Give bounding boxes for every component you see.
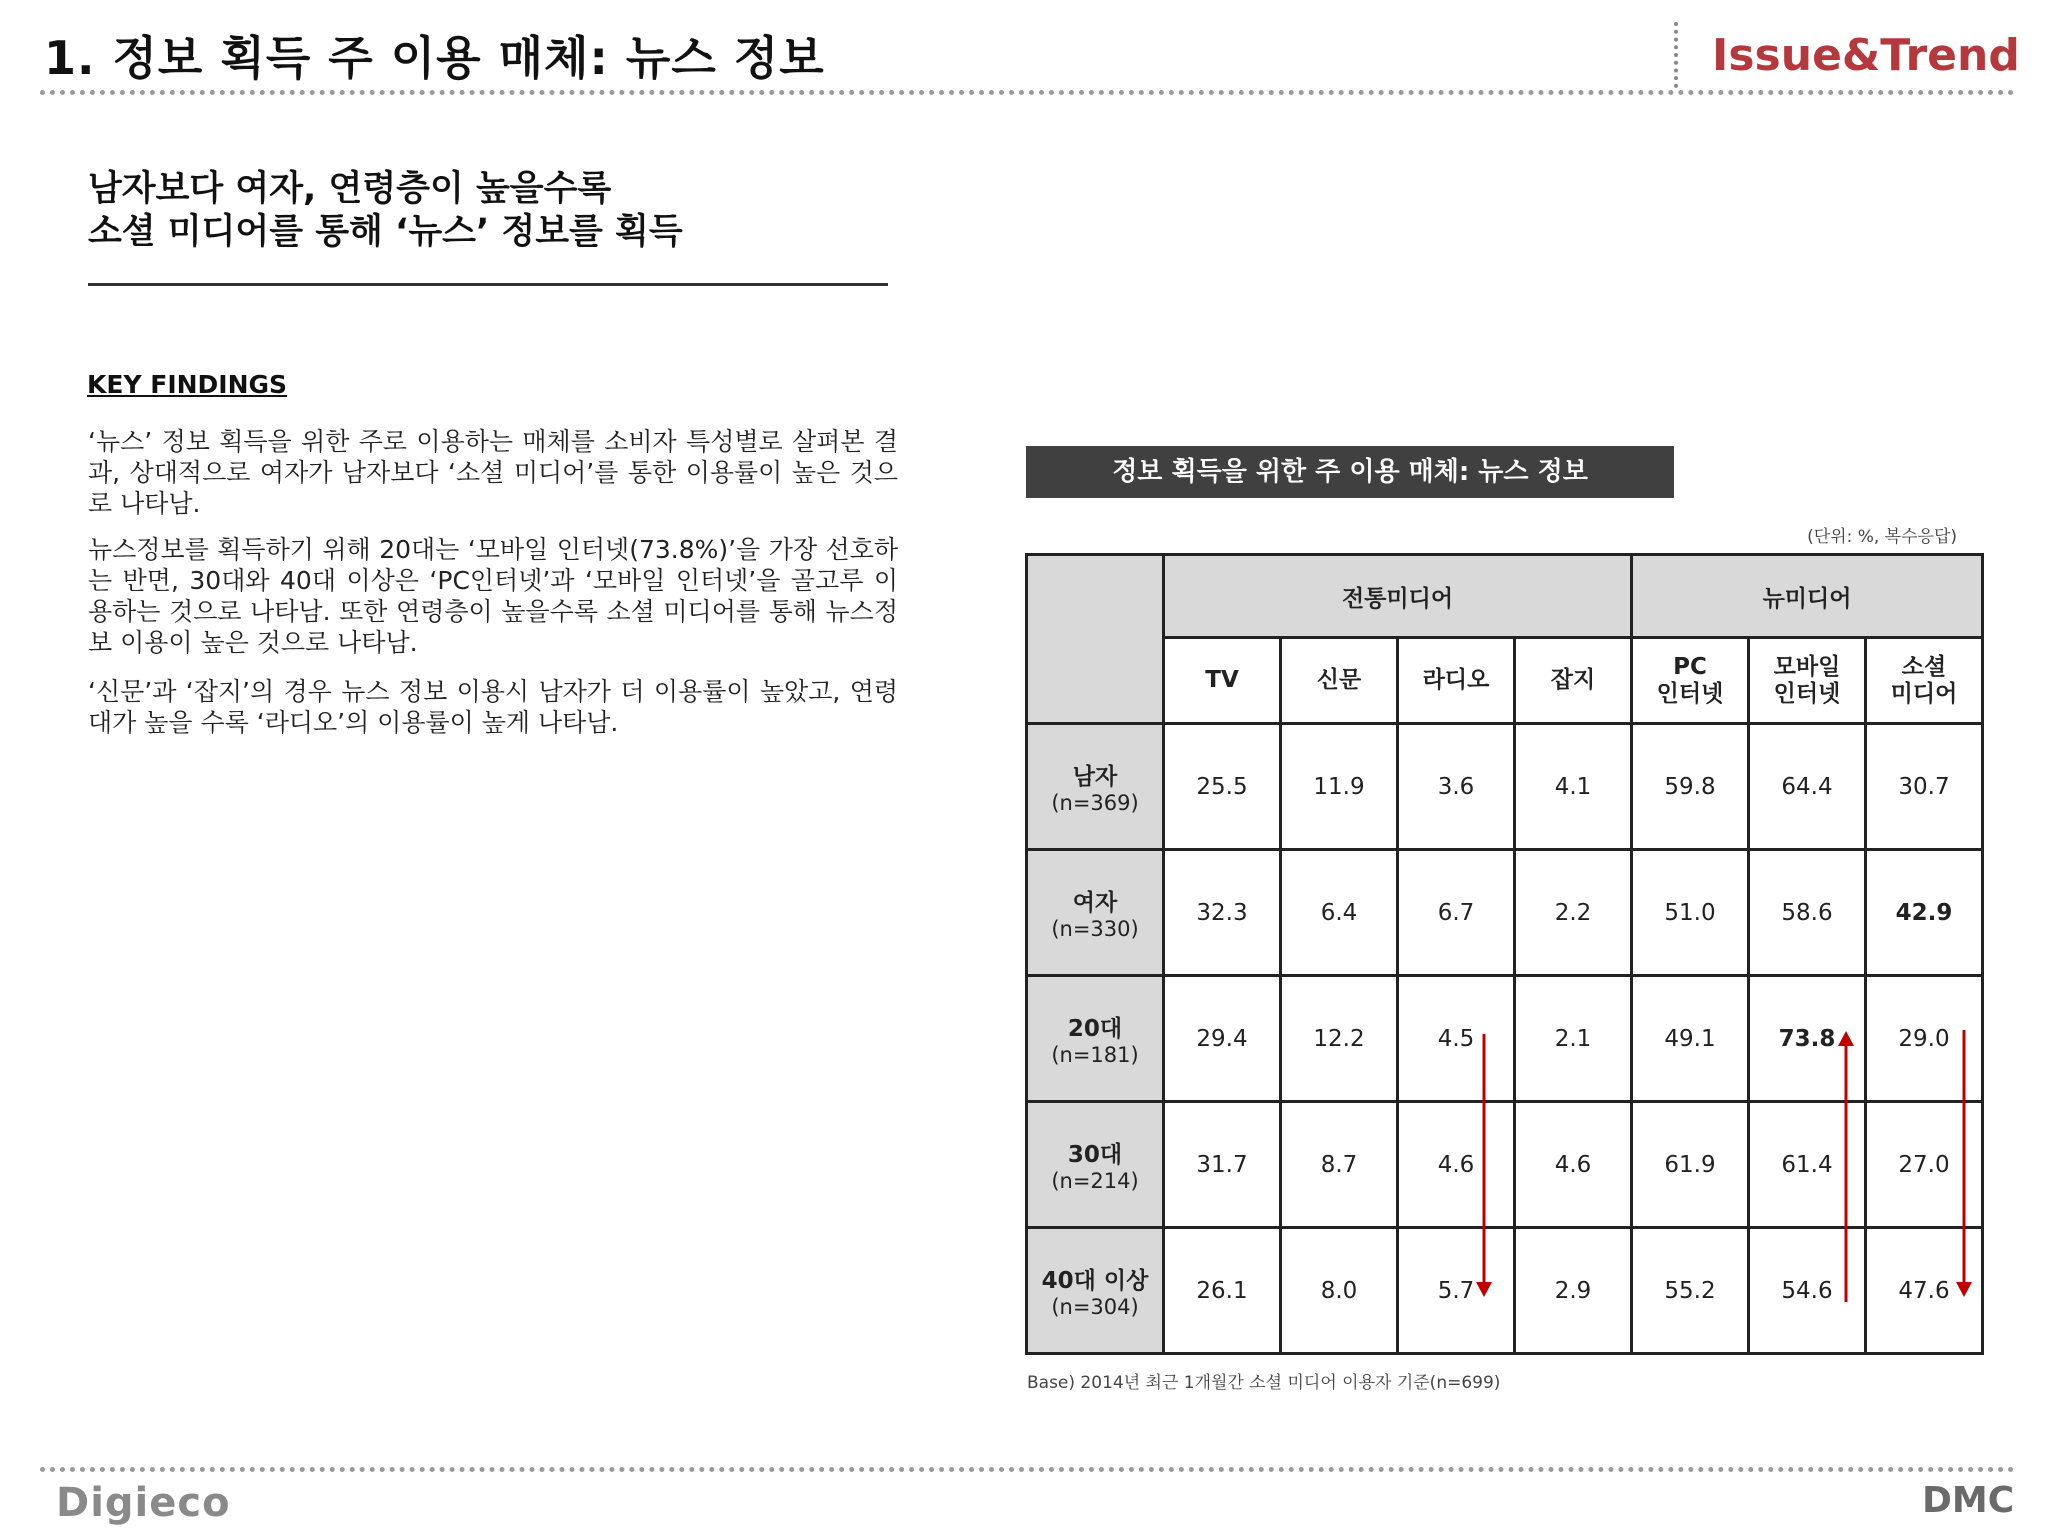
- table-row-30s: [1027, 1102, 1983, 1228]
- group-header-traditional: 전통미디어: [1164, 555, 1632, 638]
- cell-male-magazine: 4.1: [1515, 724, 1632, 850]
- headline-line-1: 남자보다 여자, 연령층이 높을수록: [88, 169, 612, 209]
- table-title: 정보 획득을 위한 주 이용 매체: 뉴스 정보: [1026, 446, 1674, 498]
- cell-20s-radio: 4.5: [1398, 976, 1515, 1102]
- column-header-social-media: [1866, 638, 1983, 724]
- row-sample-size: (n=214): [1051, 1169, 1139, 1193]
- column-header-mobile-internet-line2: 인터넷: [1773, 680, 1841, 707]
- headline-underline: [88, 283, 888, 286]
- column-header-mobile-internet: [1749, 638, 1866, 724]
- key-findings-title: KEY FINDINGS: [87, 370, 288, 399]
- cell-30s-pc-internet-highlight: 61.9: [1632, 1102, 1749, 1228]
- column-header-social-media-line2: 미디어: [1890, 680, 1958, 707]
- cell-40s-radio: 5.7: [1398, 1228, 1515, 1354]
- column-header-social-media-line1: 소셜: [1901, 653, 1947, 680]
- cell-male-pc-internet: 59.8: [1632, 724, 1749, 850]
- cell-male-newspaper: 11.9: [1281, 724, 1398, 850]
- column-header-newspaper: [1281, 638, 1398, 724]
- cell-40s-social-media: 47.6: [1866, 1228, 1983, 1354]
- table-row-40s-plus: [1027, 1228, 1983, 1354]
- row-sample-size: (n=181): [1051, 1043, 1139, 1067]
- row-label: 여자: [1072, 890, 1118, 916]
- headline-line-2: 소셜 미디어를 통해 ‘뉴스’ 정보를 획득: [88, 212, 683, 252]
- column-header-tv: [1164, 638, 1281, 724]
- row-header-30s: [1027, 1102, 1164, 1228]
- column-header-magazine: [1515, 638, 1632, 724]
- row-label: 40대 이상: [1041, 1268, 1149, 1294]
- cell-female-tv: 32.3: [1164, 850, 1281, 976]
- cell-40s-mobile-internet: 54.6: [1749, 1228, 1866, 1354]
- cell-20s-magazine: 2.1: [1515, 976, 1632, 1102]
- column-header-radio: [1398, 638, 1515, 724]
- table-row-20s: [1027, 976, 1983, 1102]
- column-header-newspaper-label: 신문: [1316, 667, 1362, 693]
- column-header-pc-internet-line2: 인터넷: [1656, 680, 1724, 707]
- row-sample-size: (n=330): [1051, 917, 1139, 941]
- cell-20s-social-media: 29.0: [1866, 976, 1983, 1102]
- headline: [88, 168, 683, 254]
- column-header-mobile-internet-line1: 모바일: [1773, 653, 1841, 680]
- cell-male-radio: 3.6: [1398, 724, 1515, 850]
- cell-male-mobile-internet: 64.4: [1749, 724, 1866, 850]
- column-header-pc-internet-line1: PC: [1673, 653, 1707, 680]
- cell-female-newspaper: 6.4: [1281, 850, 1398, 976]
- row-label: 20대: [1067, 1016, 1123, 1042]
- cell-female-social-media-highlight: 42.9: [1866, 850, 1983, 976]
- cell-20s-newspaper: 12.2: [1281, 976, 1398, 1102]
- cell-20s-mobile-internet-highlight: 73.8: [1749, 976, 1866, 1102]
- table-row-female: [1027, 850, 1983, 976]
- cell-female-magazine: 2.2: [1515, 850, 1632, 976]
- row-header-40s-plus: [1027, 1228, 1164, 1354]
- row-label: 남자: [1072, 764, 1118, 790]
- page-title: 1. 정보 획득 주 이용 매체: 뉴스 정보: [44, 31, 825, 85]
- footer-dotted-divider: [40, 1467, 2015, 1472]
- cell-30s-newspaper: 8.7: [1281, 1102, 1398, 1228]
- cell-40s-magazine: 2.9: [1515, 1228, 1632, 1354]
- header-dotted-divider: [40, 90, 2015, 95]
- cell-30s-tv: 31.7: [1164, 1102, 1281, 1228]
- cell-40s-newspaper: 8.0: [1281, 1228, 1398, 1354]
- digieco-logo: Digieco: [56, 1480, 231, 1526]
- column-header-radio-label: 라디오: [1422, 667, 1490, 693]
- cell-male-social-media: 30.7: [1866, 724, 1983, 850]
- cell-female-radio: 6.7: [1398, 850, 1515, 976]
- base-note: Base) 2014년 최근 1개월간 소셜 미디어 이용자 기준(n=699): [1027, 1373, 1501, 1393]
- brand-separator: [1674, 22, 1678, 88]
- column-header-pc-internet: [1632, 638, 1749, 724]
- finding-paragraph-1: ‘뉴스’ 정보 획득을 위한 주로 이용하는 매체를 소비자 특성별로 살펴본 결과, 상대적으로 여자가 남자보다 ‘소셜 미디어’를 통한 이용률이 높은 것으로 나타남.: [88, 427, 898, 518]
- cell-40s-tv: 26.1: [1164, 1228, 1281, 1354]
- cell-30s-mobile-internet: 61.4: [1749, 1102, 1866, 1228]
- row-header-20s: [1027, 976, 1164, 1102]
- column-header-magazine-label: 잡지: [1550, 667, 1596, 693]
- column-header-tv-label: TV: [1205, 667, 1239, 693]
- finding-paragraph-3: ‘신문’과 ‘잡지’의 경우 뉴스 정보 이용시 남자가 더 이용률이 높았고, 연령대가 높을 수록 ‘라디오’의 이용률이 높게 나타남.: [88, 677, 898, 737]
- row-header-male: [1027, 724, 1164, 850]
- row-sample-size: (n=369): [1051, 791, 1139, 815]
- row-sample-size: (n=304): [1051, 1295, 1139, 1319]
- cell-30s-radio: 4.6: [1398, 1102, 1515, 1228]
- cell-female-mobile-internet: 58.6: [1749, 850, 1866, 976]
- media-usage-table: [1025, 553, 1984, 1355]
- issue-trend-logo: Issue&Trend: [1712, 30, 2020, 81]
- group-header-new-media: 뉴미디어: [1632, 555, 1983, 638]
- cell-20s-tv: 29.4: [1164, 976, 1281, 1102]
- cell-30s-social-media: 27.0: [1866, 1102, 1983, 1228]
- row-header-female: [1027, 850, 1164, 976]
- table-row-male: [1027, 724, 1983, 850]
- cell-30s-magazine: 4.6: [1515, 1102, 1632, 1228]
- finding-paragraph-2: 뉴스정보를 획득하기 위해 20대는 ‘모바일 인터넷(73.8%)’을 가장 선호하는 반면, 30대와 40대 이상은 ‘PC인터넷’과 ‘모바일 인터넷’을 골고루 이용하는 것으로 나타남. 또한 연령층이 높을수록 소셜 미디어를 통해 뉴스정보 이용이 높은 것으로 나타남.: [88, 535, 898, 657]
- cell-40s-pc-internet: 55.2: [1632, 1228, 1749, 1354]
- table-corner-cell: [1027, 555, 1164, 724]
- table-unit-note: (단위: %, 복수응답): [1807, 527, 1957, 547]
- cell-male-tv: 25.5: [1164, 724, 1281, 850]
- cell-female-pc-internet: 51.0: [1632, 850, 1749, 976]
- dmc-logo: DMC: [1922, 1480, 2015, 1521]
- row-label: 30대: [1067, 1142, 1123, 1168]
- cell-20s-pc-internet: 49.1: [1632, 976, 1749, 1102]
